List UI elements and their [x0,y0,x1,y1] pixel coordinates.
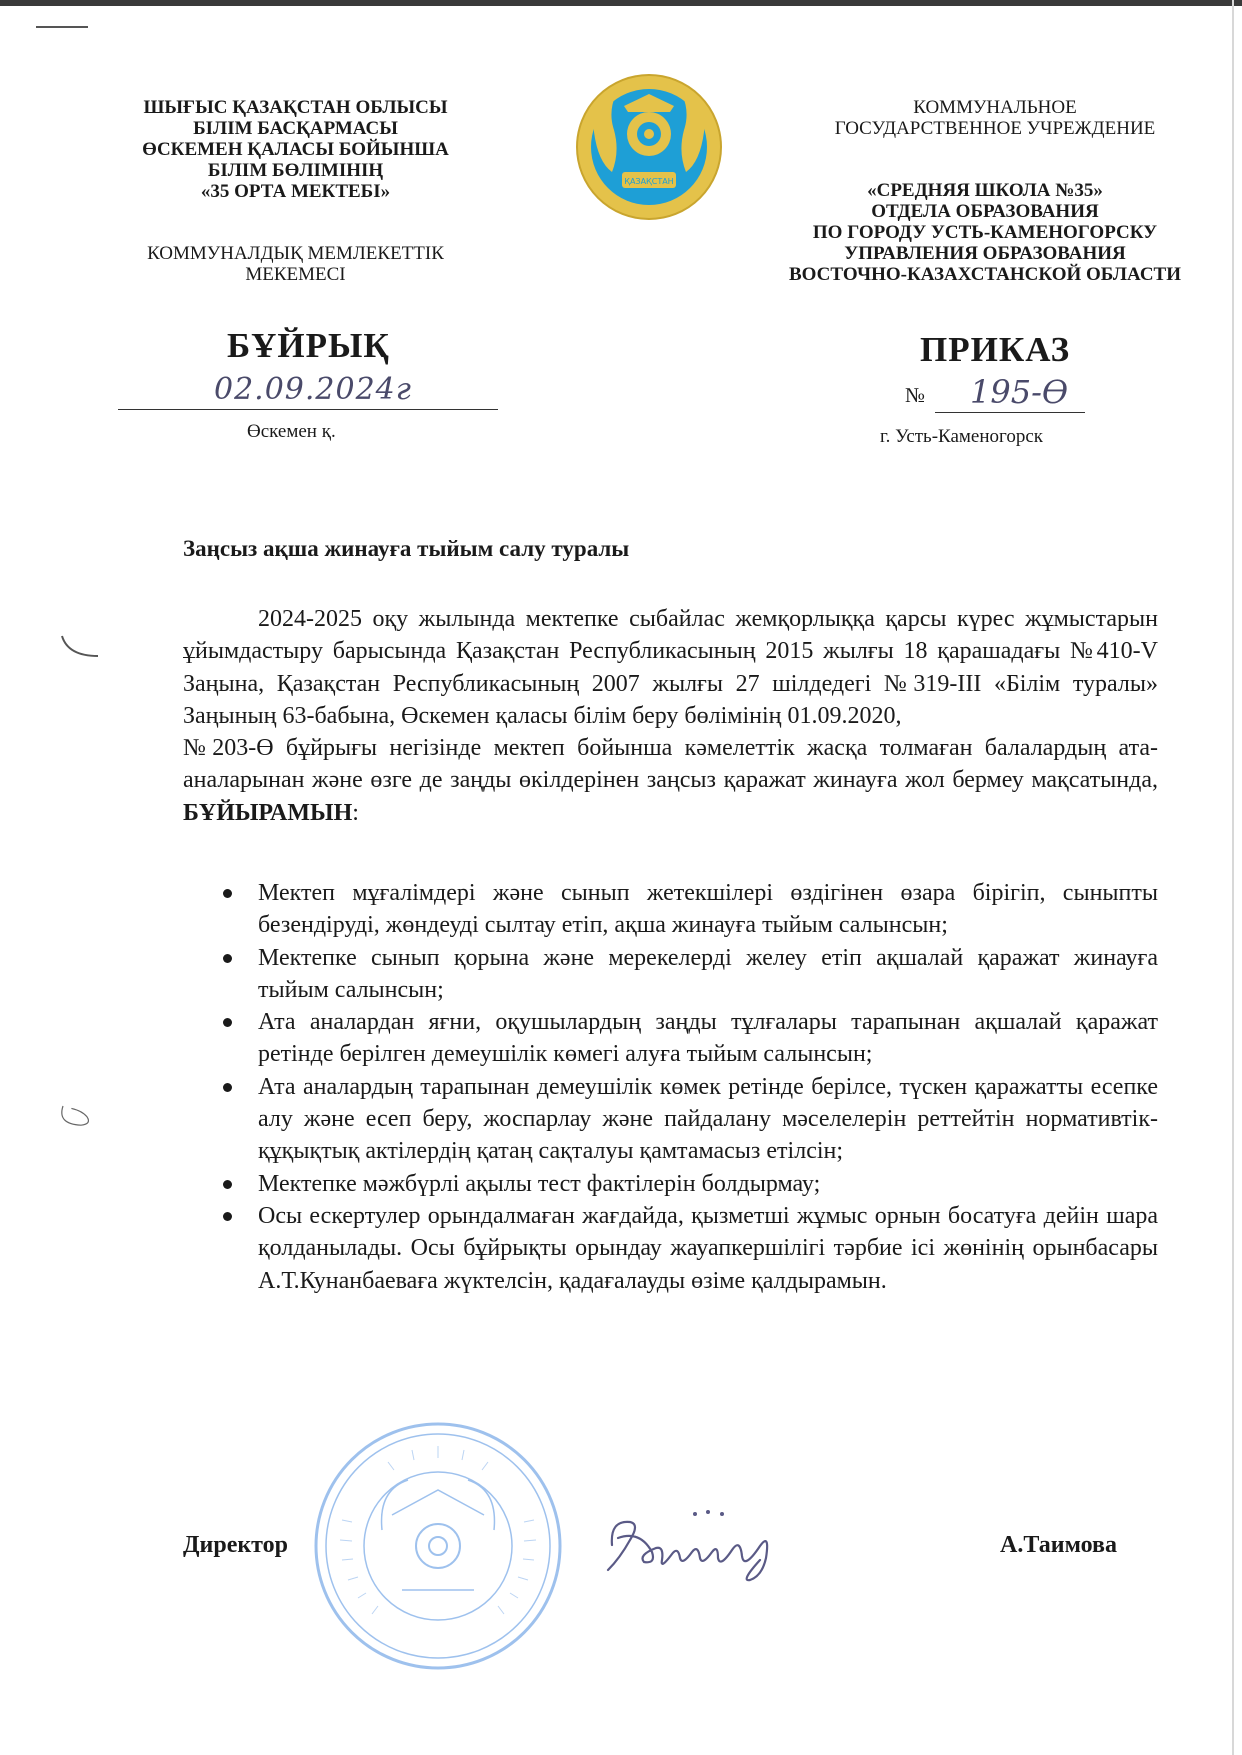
header-kz-line: ӨСКЕМЕН ҚАЛАСЫ БОЙЫНША [142,139,449,160]
list-item [183,877,1158,942]
header-kz-line: ШЫҒЫС ҚАЗАҚСТАН ОБЛЫСЫ [143,97,448,118]
emblem-label: ҚАЗАҚСТАН [624,177,674,186]
list-item-text: Мектепке мәжбүрлі ақылы тест фактілерін болдырмау; [258,1170,821,1197]
body-text: №203-Ө бұйрығы негізінде мектеп бойынша кәмелеттік жасқа толмаған балалардың ата-аналарынан және өзге де заңды өкілдерінен заңсыз қаражат жинауға жол бермеу мақсатында, [183,735,1158,794]
header-ru-type-line: ГОСУДАРСТВЕННОЕ УЧРЕЖДЕНИЕ [834,118,1156,139]
order-number: 195-Ө [970,373,1069,411]
body-paragraph: 2024-2025 оқу жылында мектепке сыбайлас жемқорлыққа қарсы күрес жұмыстарын ұйымдастыру барысында Қазақстан Республикасының 2015 жылғы 18 қарашадағы №410-V Заңына, Қазақстан Республикасының 2007 жылғы 27 шілдедегі №319-ІІІ «Білім туралы» Заңының 63-бабына, Өскемен қаласы білім беру бөлімінің 01.09.2020, [183,606,1158,729]
header-ru-type-line: КОММУНАЛЬНОЕ [913,97,1077,118]
list-item-text: Мектепке сынып қорына және мерекелерді желеу етіп ақшалай қаражат жинауға тыйым салынсын; [258,944,1158,1003]
order-body [183,603,1158,829]
director-signature-icon [600,1500,820,1590]
decree-word: БҰЙЫРАМЫН [183,799,353,826]
state-emblem-icon [574,72,724,222]
header-ru-line: «СРЕДНЯЯ ШКОЛА №35» [867,180,1103,201]
corner-mark [36,26,88,28]
bullet-icon [223,954,232,963]
punch-hole-mark [50,1100,100,1130]
date-underline [118,409,498,410]
city-kz: Өскемен қ. [247,421,336,442]
body-paragraph-continued [183,732,1158,829]
header-ru-line: ВОСТОЧНО-КАЗАХСТАНСКОЙ ОБЛАСТИ [789,264,1181,285]
list-item-text: Мектеп мұғалімдері және сынып жетекшілері өздігінен өзара бірігіп, сыныпты безендіруді, жөндеуді сылтау етіп, ақша жинауға тыйым салынсын; [258,880,1158,939]
list-item-text: Ата аналардан яғни, оқушылардың заңды тұлғалары тарапынан ақшалай қаражат ретінде берілген демеушілік көмегі алуға тыйым салынсын; [258,1009,1158,1068]
official-stamp-icon [312,1420,564,1672]
header-kz-line: БІЛІМ БӨЛІМІНІҢ [207,160,384,181]
list-item [183,1071,1158,1168]
list-item-text: Осы ескертулер орындалмаған жағдайда, қызметші жұмыс орнын босатуға дейін шара қолданылады. Осы бұйрықты орындау жауапкершілігі тәрбие ісі жөнінің орынбасары А.Т.Кунанбаеваға жүктелсін, қадағалауды өзіме қалдырамын. [258,1202,1158,1294]
number-underline [935,412,1085,413]
list-item [183,1200,1158,1297]
header-kz-line: БІЛІМ БАСҚАРМАСЫ [193,118,398,139]
header-kz-type-line: КОММУНАЛДЫҚ МЕМЛЕКЕТТІК [147,243,444,264]
order-items-list [183,877,1158,1297]
order-subject: Заңсыз ақша жинауға тыйым салу туралы [183,536,630,561]
list-item [183,942,1158,1007]
signatory-name: А.Таимова [1000,1532,1117,1558]
header-ru-line: УПРАВЛЕНИЯ ОБРАЗОВАНИЯ [844,243,1126,264]
list-item [183,1168,1158,1200]
header-kz-line: «35 ОРТА МЕКТЕБІ» [200,181,391,202]
bullet-icon [223,889,232,898]
header-ru-type [790,97,1200,139]
header-ru-org [760,180,1210,285]
scan-right-edge [1232,0,1234,1755]
bullet-icon [223,1212,232,1221]
list-item-text: Ата аналардың тарапынан демеушілік көмек ретінде берілсе, түскен қаражатты есепке алу және есеп беру, жоспарлау және пайдалану мәселелерін реттейтін нормативтік-құқықтық актілердің қатаң сақталуы қамтамасыз етілсін; [258,1073,1158,1165]
order-date: 02.09.2024г [214,372,412,407]
order-title-ru: ПРИКАЗ [920,330,1071,369]
bullet-icon [223,1180,232,1189]
city-ru: г. Усть-Каменогорск [880,426,1044,447]
bullet-icon [223,1018,232,1027]
decree-colon: : [352,799,359,826]
list-item [183,1006,1158,1071]
bullet-icon [223,1083,232,1092]
punch-hole-mark [58,632,108,662]
order-number-label: № [905,383,926,407]
signatory-role: Директор [183,1532,288,1558]
header-kz-type-line: МЕКЕМЕСІ [245,264,346,285]
header-ru-line: ОТДЕЛА ОБРАЗОВАНИЯ [871,201,1099,222]
header-kz-type [118,243,473,285]
header-ru-line: ПО ГОРОДУ УСТЬ-КАМЕНОГОРСКУ [812,222,1158,243]
order-title-kz: БҰЙРЫҚ [227,326,390,365]
header-kz-org [118,97,473,202]
scan-top-border [0,0,1242,6]
